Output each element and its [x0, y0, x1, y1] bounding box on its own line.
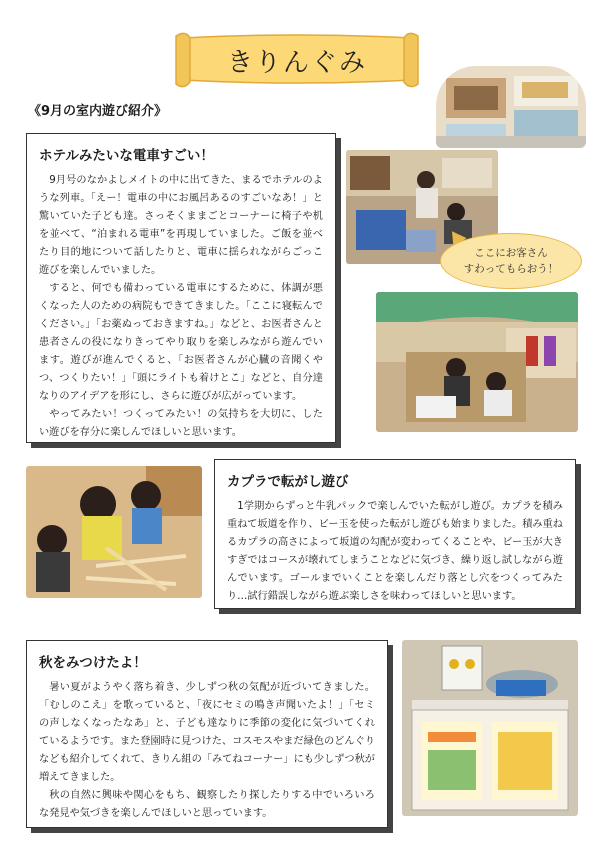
article-autumn-paragraph: 秋の自然に興味や関心をもち、観察したり探したりする中でいろいろな発見や気づきを楽しんでほしいと思っています。	[39, 790, 375, 819]
article-autumn-paragraph: 暑い夏がようやく落ち着き、少しずつ秋の気配が近づいてきました。「むしのこえ」を歌っていると、「夜にセミの鳴き声聞いたよ！」「セミの声しなくなったなあ」と、子ども達なりに季節の変化に気づいてくれているようです。また登園時に見つけた、コスモスやまだ緑色のどんぐりなども紹介してくれて、きりん組の「みてねコーナー」にも少しずつ秋が増えてきました。	[39, 682, 375, 783]
article-autumn	[26, 640, 388, 828]
article-kapla-heading: カプラで転がし遊び	[227, 474, 349, 490]
article-kapla	[214, 459, 576, 609]
article-autumn-heading: 秋をみつけたよ！	[39, 655, 147, 671]
article-hotel-train-paragraph: すると、何でも備わっている電車にするために、体調が悪くなった人のための病院もできてきました。「ここに寝転んでください。」「お薬ぬっておきますね。」などと、お医者さんと患者さんの役になりきってやり取りを楽しみながら遊んでいます。遊びが進んでくると、「お医者さんが心臓の音聞くやつ、つくりたい！」「頭にライトも着けとこ」などと、自分達なりのアイデアを形にし、さらに遊びが広がっています。	[39, 283, 323, 402]
article-hotel-train-heading: ホテルみたいな電車すごい！	[39, 148, 214, 164]
speech-bubble-line: すわってもらおう！	[463, 263, 559, 275]
magazine-photo	[436, 66, 586, 148]
article-hotel-train-paragraph: やってみたい！つくってみたい！の気持ちを大切に、したい遊びを存分に楽しんでほしいと思います。	[39, 409, 323, 438]
page-title: きりんぐみ	[226, 47, 367, 78]
speech-bubble	[440, 233, 582, 289]
kapla-photo	[26, 466, 202, 598]
speech-bubble-line: ここにお客さん	[474, 247, 548, 259]
article-hotel-train	[26, 133, 336, 443]
autumn-corner-photo	[402, 640, 578, 816]
section-heading: 《9月の室内遊び紹介》	[28, 104, 168, 119]
article-hotel-train-paragraph: 9月号のなかよしメイトの中に出てきた、まるでホテルのような列車。「えー！電車の中にお風呂あるのすごいなあ！」と驚いていた子ども達。さっそくままごとコーナーに椅子や机を並べて、“泊まれる電車”を再現していました。ご飯を並べたり目的地について話したりと、電車に揺られながらごっこ遊びを楽しんでいました。	[39, 175, 323, 276]
article-kapla-paragraph: 1学期からずっと牛乳パックで楽しんでいた転がし遊び。カプラを積み重ねて坂道を作り、ビー玉を使った転がし遊びも始まりました。積み重ねるカプラの高さによって坂道の勾配が変わってくることや、ビー玉が大きすぎではコースが壊れてしまうことなどに気づき、繰り返し試しながら遊んでいます。ゴールまでいくことを楽しんだり落とし穴をつくってみたり…試行錯誤しながら遊ぶ楽しさを味わってほしいと思います。	[227, 501, 563, 602]
doctor-play-photo	[376, 292, 578, 432]
title-banner	[172, 30, 422, 90]
